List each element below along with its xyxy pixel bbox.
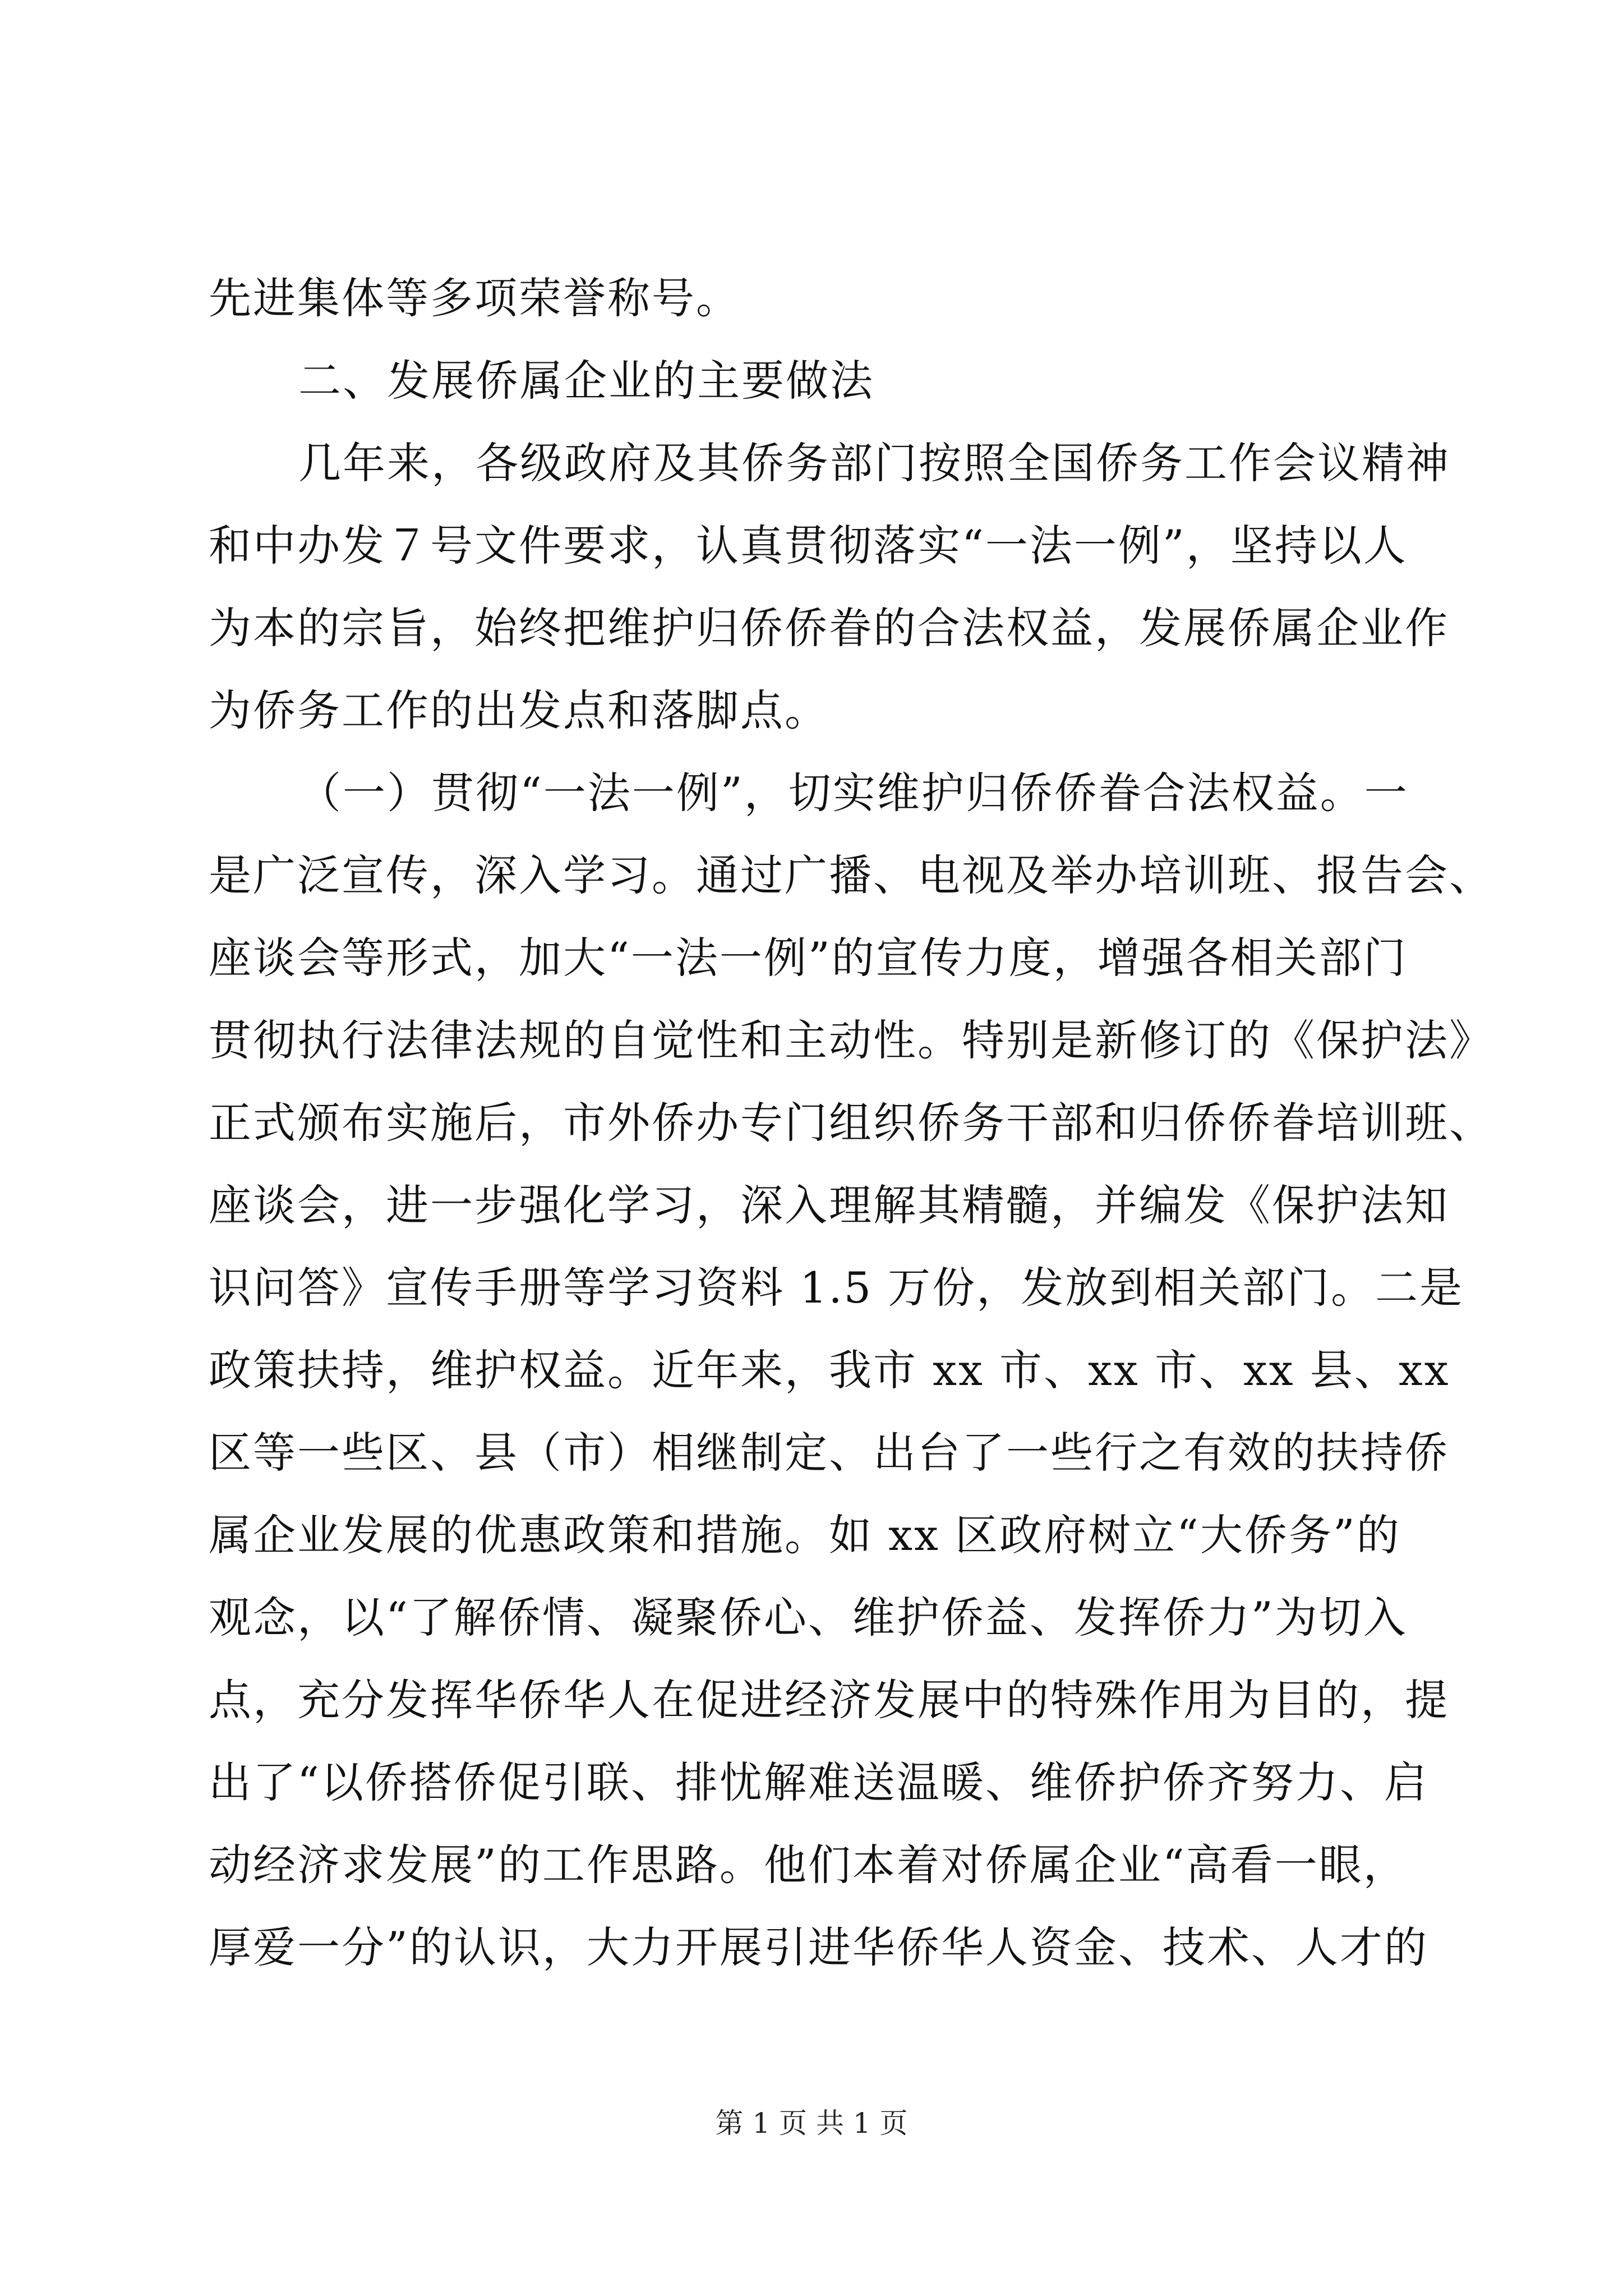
text-line: 属企业发展的优惠政策和措施。如 xx 区政府树立“大侨务”的	[209, 1510, 1401, 1560]
text-line: 政策扶持，维护权益。近年来，我市 xx 市、xx 市、xx 县、xx	[209, 1345, 1450, 1395]
text-line: 识问答》宣传手册等学习资料 1.5 万份，发放到相关部门。二是	[209, 1263, 1464, 1313]
text-line: 观念，以“了解侨情、凝聚侨心、维护侨益、发挥侨力”为切入	[209, 1593, 1408, 1642]
text-line: 贯彻执行法律法规的自觉性和主动性。特别是新修订的《保护法》	[209, 1015, 1493, 1065]
text-line: 是广泛宣传，深入学习。通过广播、电视及举办培训班、报告会、	[209, 850, 1493, 900]
text-line: 出了“以侨搭侨促引联、排忧解难送温暖、维侨护侨齐努力、启	[209, 1757, 1428, 1807]
text-line: 区等一些区、县（市）相继制定、出台了一些行之有效的扶持侨	[209, 1428, 1449, 1478]
page-footer: 第 1 页 共 1 页	[715, 2107, 908, 2139]
text-line: 为本的宗旨，始终把维护归侨侨眷的合法权益，发展侨属企业作	[209, 603, 1449, 653]
text-line: 正式颁布实施后，市外侨办专门组织侨务干部和归侨侨眷培训班、	[209, 1098, 1493, 1148]
text-line: 为侨务工作的出发点和落脚点。	[209, 685, 829, 735]
text-line: 点，充分发挥华侨华人在促进经济发展中的特殊作用为目的，提	[209, 1675, 1449, 1725]
text-line: 座谈会等形式，加大“一法一例”的宣传力度，增强各相关部门	[209, 933, 1408, 983]
text-line: （一）贯彻“一法一例”，切实维护归侨侨眷合法权益。一	[298, 768, 1409, 818]
text-line: 先进集体等多项荣誉称号。	[209, 273, 740, 323]
text-line: 座谈会，进一步强化学习，深入理解其精髓，并编发《保护法知	[209, 1180, 1449, 1230]
text-line: 厚爱一分”的认识，大力开展引进华侨华人资金、技术、人才的	[209, 1922, 1428, 1972]
body-text	[209, 257, 1493, 1989]
text-line: 二、发展侨属企业的主要做法	[298, 356, 874, 406]
text-line: 和中办发７号文件要求，认真贯彻落实“一法一例”，坚持以人	[209, 521, 1408, 570]
text-line: 几年来，各级政府及其侨务部门按照全国侨务工作会议精神	[298, 438, 1450, 488]
text-line: 动经济求发展”的工作思路。他们本着对侨属企业“高看一眼，	[209, 1840, 1408, 1890]
